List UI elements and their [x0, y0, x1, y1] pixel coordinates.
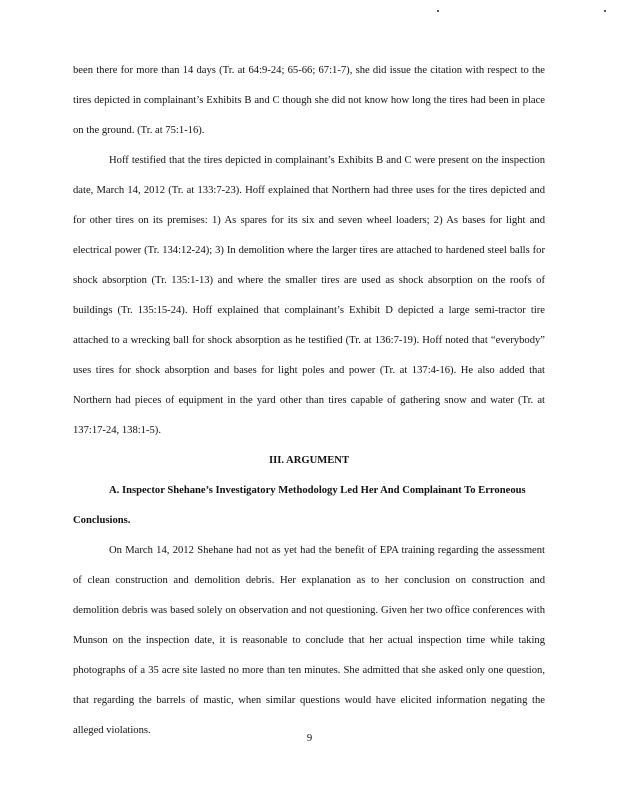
paragraph-1: been there for more than 14 days (Tr. at 64:9-24; 65-66; 67:1-7), she did issue the citation with respect to the tires depicted in complainant’s Exhibits B and C though she did not know how long the tires had been in place on the ground. (Tr. at 75:1-16). [73, 65, 545, 136]
paragraph-3-text: On March 14, 2012 Shehane had not as yet had the benefit of EPA training regarding the assessment of clean construction and demolition debris. Her explanation as to her conclusion on construction and demolition debris was based solely on observation and not questioning. Given her two office conferences with Munson on the inspection date, it is reasonable to conclude that her actual inspection time while taking photographs of a 35 acre site lasted no more than ten minutes. She admitted that she asked only one question, that regarding the barrels of mastic, when similar questions would have elicited information negating the alleged violations. [73, 545, 545, 736]
scan-speck [604, 10, 606, 12]
page-number: 9 [306, 733, 313, 744]
paragraph-2-text: Hoff testified that the tires depicted in complainant’s Exhibits B and C were present on the inspection date, March 14, 2012 (Tr. at 133:7-23). Hoff explained that Northern had three uses for the tires depicted and for other tires on its premises: 1) As spares for its six and seven wheel loaders; 2) As bases for light and electrical power (Tr. 134:12-24); 3) In demolition where the larger tires are attached to hardened steel balls for shock absorption (Tr. 135:1-13) and where the smaller tires are used as shock absorption on the roofs of buildings (Tr. 135:15-24). Hoff explained that complainant’s Exhibit D depicted a large semi-tractor tire attached to a wrecking ball for shock absorption as he testified (Tr. at 136:7-19). Hoff noted that “everybody” uses tires for shock absorption and bases for light poles and power (Tr. at 137:4-16). He also added that Northern had pieces of equipment in the yard other than tires capable of gathering snow and water (Tr. at 137:17-24, 138:1-5). [73, 155, 545, 436]
section-heading: III. ARGUMENT [268, 455, 350, 466]
subsection-heading: A. Inspector Shehane’s Investigatory Methodology Led Her And Complainant To Erroneous Conclusions. [73, 485, 526, 526]
paragraph-3 [73, 536, 545, 746]
paragraph-2 [73, 146, 545, 446]
scan-speck [437, 10, 439, 12]
